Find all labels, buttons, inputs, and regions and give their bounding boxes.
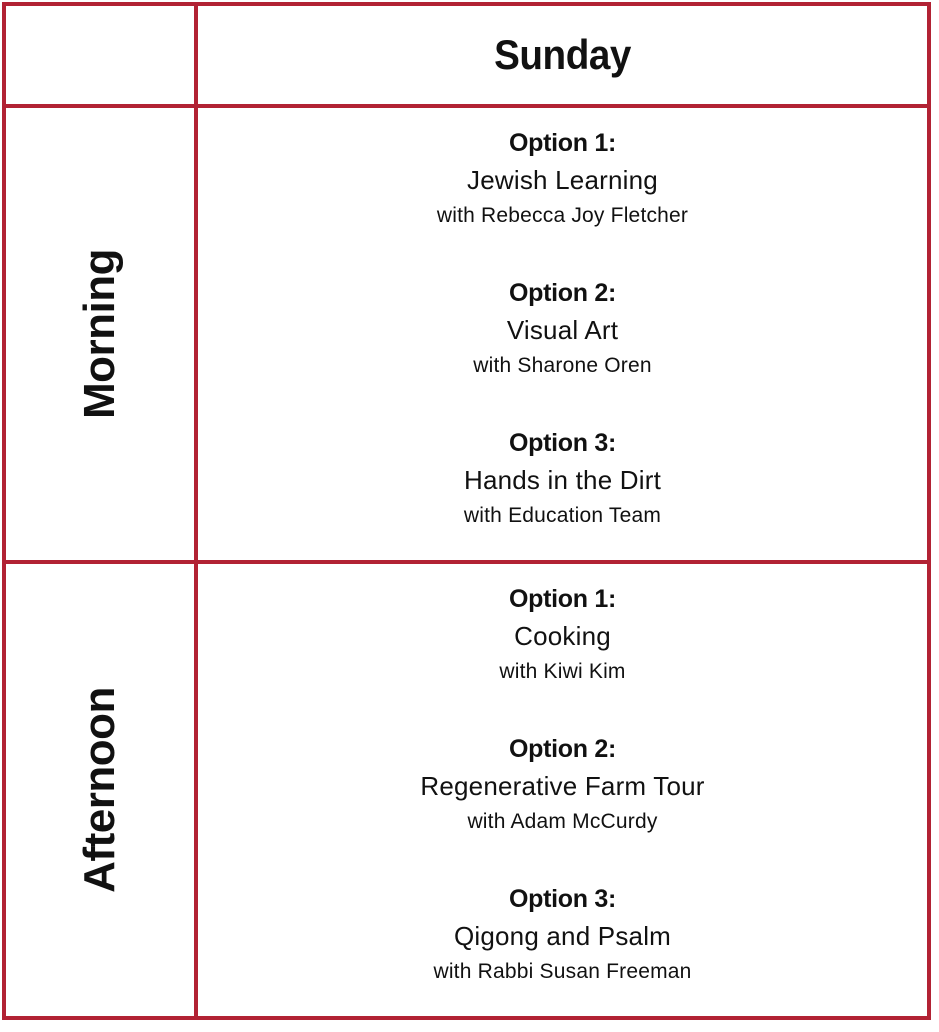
period-label-morning [6, 108, 194, 560]
day-header: Sunday [494, 31, 631, 78]
option-leader: with Rabbi Susan Freeman [433, 960, 692, 983]
option-title: Hands in the Dirt [463, 465, 662, 495]
option-heading: Option 1: [508, 129, 616, 157]
option-block [198, 732, 927, 882]
period-label-text: Morning [74, 248, 124, 420]
option-block [198, 582, 927, 732]
option-title: Jewish Learning [467, 165, 658, 195]
option-block [198, 882, 927, 1032]
option-title: Visual Art [506, 315, 619, 345]
option-block [198, 276, 927, 426]
morning-options [198, 126, 927, 576]
option-title: Regenerative Farm Tour [420, 771, 705, 801]
option-title: Cooking [514, 621, 611, 651]
option-heading: Option 1: [508, 585, 616, 613]
schedule-table [2, 2, 931, 1020]
option-leader: with Adam McCurdy [467, 810, 658, 833]
option-block [198, 126, 927, 276]
option-heading: Option 3: [508, 885, 616, 913]
option-leader: with Kiwi Kim [499, 660, 626, 683]
option-title: Qigong and Psalm [453, 921, 672, 951]
option-leader: with Rebecca Joy Fletcher [436, 204, 689, 227]
option-leader: with Sharone Oren [473, 354, 652, 377]
option-heading: Option 3: [508, 429, 616, 457]
option-leader: with Education Team [463, 504, 662, 527]
afternoon-options [198, 582, 927, 1032]
period-label-text: Afternoon [75, 687, 124, 893]
period-label-afternoon [6, 564, 194, 1016]
option-block [198, 426, 927, 576]
option-heading: Option 2: [508, 735, 616, 763]
option-heading: Option 2: [508, 279, 616, 307]
